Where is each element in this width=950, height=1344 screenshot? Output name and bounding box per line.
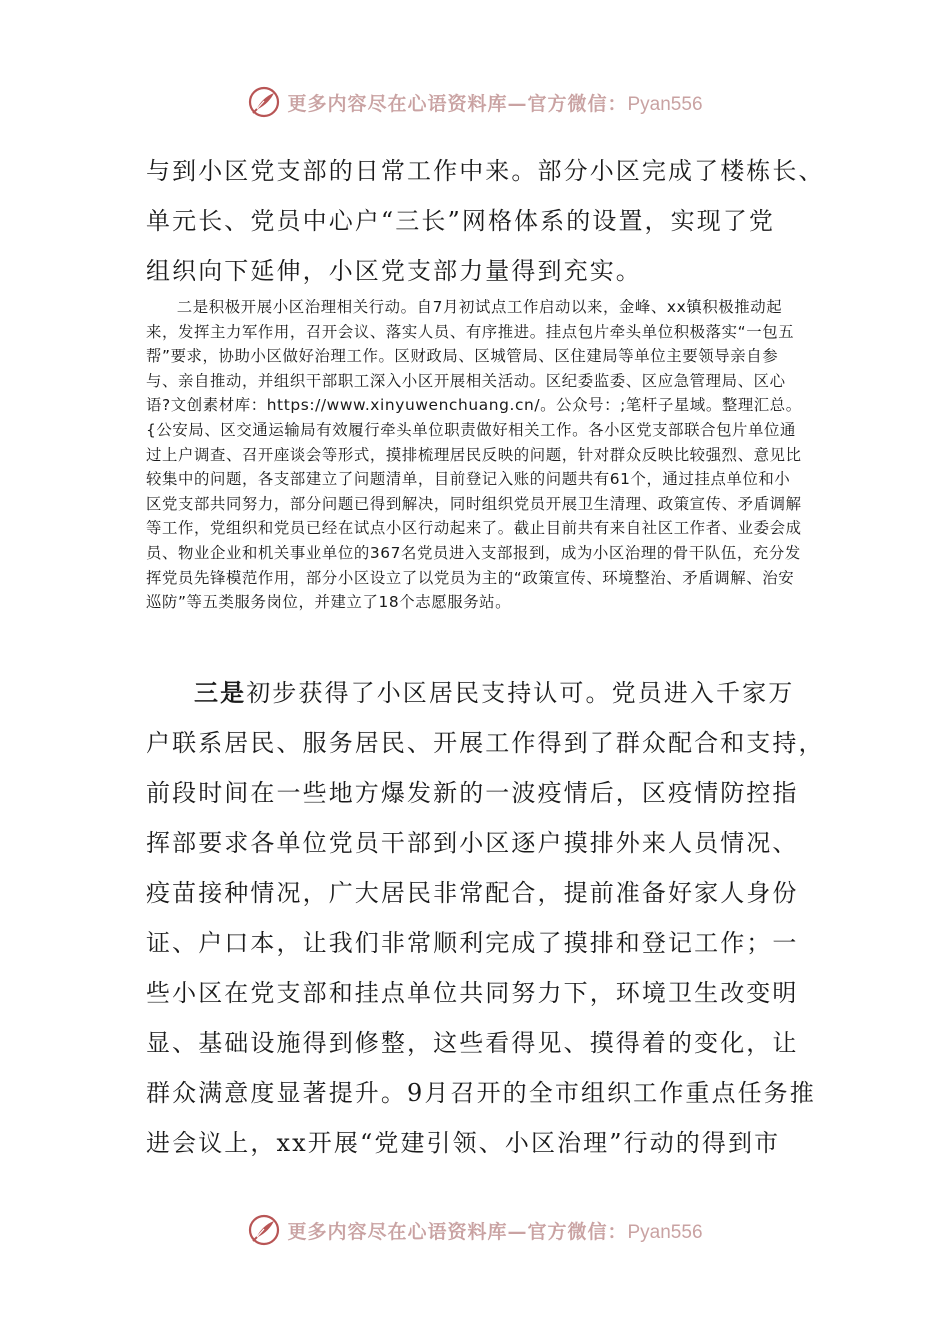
paragraph-3-line: 前段时间在一些地方爆发新的一波疫情后，区疫情防控指 (146, 779, 799, 807)
paragraph-3-first-line (146, 668, 806, 718)
footer-banner-text: 更多内容尽在心语资料库—官方微信：Pyan556 (287, 1220, 703, 1243)
paragraph-3-line: 群众满意度显著提升。9月召开的全市组织工作重点任务推 (146, 1079, 816, 1107)
pen-feather-logo-icon (247, 85, 281, 119)
paragraph-1-line: 与到小区党支部的日常工作中来。部分小区完成了楼栋长、 (146, 157, 825, 185)
paragraph-3-line: 证、户口本，让我们非常顺利完成了摸排和登记工作；一 (146, 929, 799, 957)
paragraph-3-line: 显、基础设施得到修整，这些看得见、摸得着的变化，让 (146, 1029, 799, 1057)
pen-feather-logo-icon (247, 1213, 281, 1247)
paragraph-1-line: 单元长、党员中心户“三长”网格体系的设置，实现了党 (146, 207, 776, 235)
header-banner-inner (247, 85, 702, 119)
paragraph-3-lead: 三是 (194, 678, 247, 707)
paragraph-3-line: 户联系居民、服务居民、开展工作得到了群众配合和支持， (146, 729, 825, 757)
header-banner (0, 80, 950, 124)
paragraph-3-line: 疫苗接种情况，广大居民非常配合，提前准备好家人身份 (146, 879, 799, 907)
paragraph-1 (146, 146, 825, 296)
paragraph-3-line: 进会议上，xx开展“党建引领、小区治理”行动的得到市 (146, 1129, 781, 1157)
footer-banner (0, 1208, 950, 1252)
paragraph-3-line: 初步获得了小区居民支持认可。党员进入千家万 (246, 679, 795, 707)
paragraph-2: 二是积极开展小区治理相关行动。自7月初试点工作启动以来，金峰、xx镇积极推动起来，发挥主力军作用，召开会议、落实人员、有序推进。挂点包片牵头单位积极落实“一包五帮”要求，协助小区做好治理工作。区财政局、区城管局、区住建局等单位主要领导亲自参与、亲自推动，并组织干部职工深入小区开展相关活动。区纪委监委、区应急管理局、区心语?文创素材库：https://www.xinyuwenchuang.cn/。公众号：;笔杆子星域。整理汇总。{公安局、区交通运输局有效履行牵头单位职责做好相关工作。各小区党支部联合包片单位通过上户调查、召开座谈会等形式，摸排梳理居民反映的问题，针对群众反映比较强烈、意见比较集中的问题，各支部建立了问题清单，目前登记入账的问题共有61个，通过挂点单位和小区党支部共同努力，部分问题已得到解决，同时组织党员开展卫生清理、政策宣传、矛盾调解等工作，党组织和党员已经在试点小区行动起来了。截止目前共有来自社区工作者、业委会成员、物业企业和机关事业单位的367名党员进入支部报到，成为小区治理的骨干队伍，充分发挥党员先锋模范作用，部分小区设立了以党员为主的“政策宣传、环境整治、矛盾调解、治安巡防”等五类服务岗位，并建立了18个志愿服务站。 (146, 298, 802, 612)
paragraph-3-line: 些小区在党支部和挂点单位共同努力下，环境卫生改变明 (146, 979, 799, 1007)
paragraph-3 (146, 668, 825, 1168)
header-banner-text: 更多内容尽在心语资料库—官方微信：Pyan556 (287, 92, 703, 115)
paragraph-3-line: 挥部要求各单位党员干部到小区逐户摸排外来人员情况、 (146, 829, 799, 857)
footer-banner-inner (247, 1213, 702, 1247)
paragraph-1-line: 组织向下延伸，小区党支部力量得到充实。 (146, 257, 642, 285)
